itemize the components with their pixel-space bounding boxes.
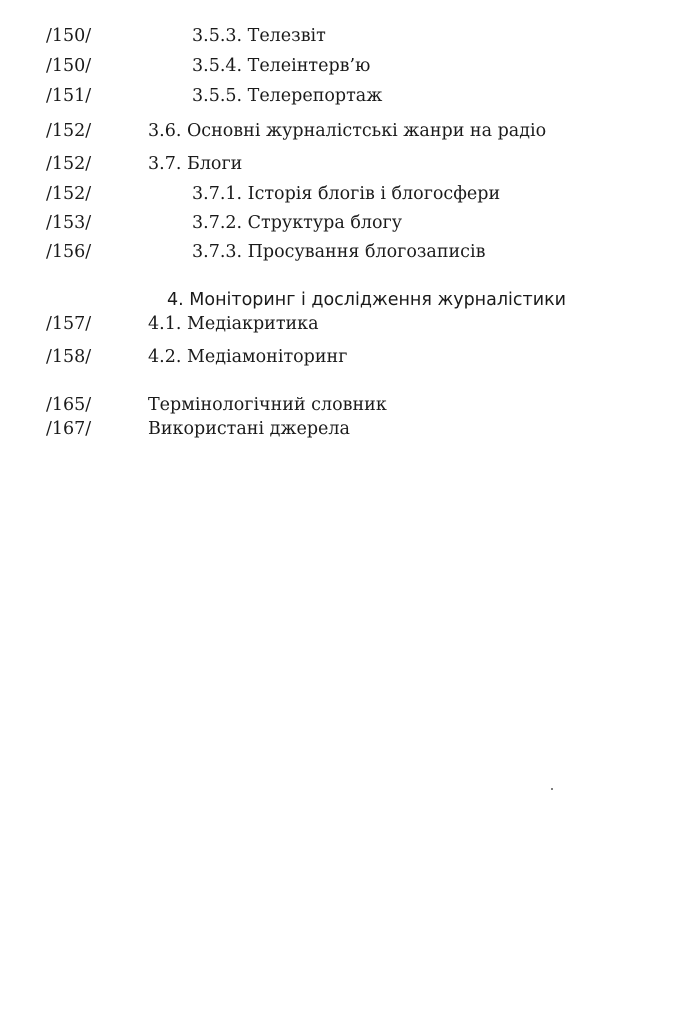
page-number: /167/ bbox=[46, 419, 92, 439]
toc-entry bbox=[0, 150, 681, 178]
entry-title: 3.6. Основні журналістські жанри на радіо bbox=[148, 121, 547, 141]
entry-title: 3.7.2. Структура блогу bbox=[192, 213, 402, 233]
page-number: /151/ bbox=[46, 86, 92, 106]
entry-title: 3.5.5. Телерепортаж bbox=[192, 86, 383, 106]
toc-entry bbox=[0, 117, 681, 145]
entry-title: Використані джерела bbox=[148, 419, 350, 439]
entry-title: 4.2. Медіамоніторинг bbox=[148, 347, 348, 367]
entry-title: Термінологічний словник bbox=[148, 395, 387, 415]
toc-entry bbox=[0, 209, 681, 237]
page-number: /158/ bbox=[46, 347, 92, 367]
entry-title: 3.7.1. Історія блогів і блогосфери bbox=[192, 184, 501, 204]
page-number: /152/ bbox=[46, 184, 92, 204]
page-number: /156/ bbox=[46, 242, 92, 262]
toc-entry bbox=[0, 180, 681, 208]
scan-speck bbox=[551, 788, 553, 790]
toc-entry bbox=[0, 415, 681, 443]
section-heading: 4. Моніторинг і дослідження журналістики bbox=[167, 290, 567, 310]
toc-entry bbox=[0, 310, 681, 338]
page-number: /152/ bbox=[46, 154, 92, 174]
page-number: /153/ bbox=[46, 213, 92, 233]
page-number: /152/ bbox=[46, 121, 92, 141]
page-number: /157/ bbox=[46, 314, 92, 334]
entry-title: 3.5.4. Телеінтерв’ю bbox=[192, 56, 371, 76]
page-number: /150/ bbox=[46, 56, 92, 76]
entry-title: 3.7.3. Просування блогозаписів bbox=[192, 242, 486, 262]
toc-entry bbox=[0, 238, 681, 266]
page-number: /150/ bbox=[46, 26, 92, 46]
toc-entry bbox=[0, 22, 681, 50]
toc-entry bbox=[0, 82, 681, 110]
toc-entry bbox=[0, 52, 681, 80]
entry-title: 3.7. Блоги bbox=[148, 154, 243, 174]
toc-entry bbox=[0, 343, 681, 371]
page-number: /165/ bbox=[46, 395, 92, 415]
entry-title: 4.1. Медіакритика bbox=[148, 314, 319, 334]
entry-title: 3.5.3. Телезвіт bbox=[192, 26, 326, 46]
